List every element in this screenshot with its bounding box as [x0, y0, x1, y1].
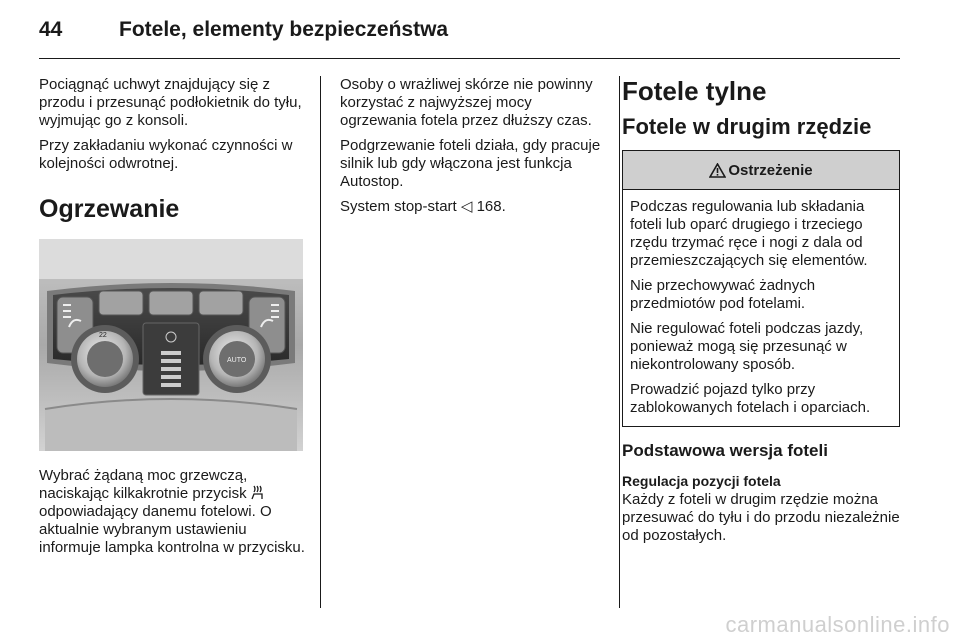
watermark: carmanualsonline.info [725, 612, 950, 637]
section-heading-rear-seats: Fotele tylne [622, 76, 767, 106]
heating-text-part2: odpowiadający danemu fotelowi. O aktualnie wybranym ustawieniu informuje lampka kontrolna w przycisku. [39, 503, 305, 556]
paragraph-heating-conditions: Podgrzewanie foteli działa, gdy pracuje silnik lub gdy włączona jest funkcja Autostop. [340, 137, 601, 190]
subheading-seat-position: Regulacja pozycji fotela [622, 473, 781, 489]
column-divider-1 [320, 76, 321, 608]
warning-body [623, 190, 899, 426]
stop-start-text: System stop-start [340, 198, 457, 215]
warning-paragraph-3: Nie regulować foteli podczas jazdy, ponieważ mogą się przesunąć w niekontrolowany sposób. [630, 320, 864, 373]
page-header [39, 18, 448, 42]
heating-text-part1: Wybrać żądaną moc grzewczą, naciskając kilkakrotnie przycisk [39, 467, 248, 502]
column-1 [39, 76, 305, 564]
column-divider-2 [619, 76, 620, 608]
section-heading-second-row: Fotele w drugim rzędzie [622, 114, 872, 139]
paragraph-sensitive-skin: Osoby o wrażliwej skórze nie powinny korzystać z najwyższej mocy ogrzewania fotela przez dłuższy czas. [340, 76, 593, 129]
header-rule [39, 58, 900, 59]
paragraph-seat-adjust: Każdy z foteli w drugim rzędzie można przesuwać do tyłu i do przodu niezależnie od pozostałych. [622, 491, 900, 544]
seat-heat-icon [251, 485, 264, 500]
warning-paragraph-4: Prowadzić pojazd tylko przy zablokowanych fotelach i oparciach. [630, 381, 871, 416]
right-dial-label: AUTO [227, 357, 247, 364]
warning-triangle-icon [709, 163, 726, 178]
column-2 [340, 76, 610, 223]
page-title: Fotele, elementy bezpieczeństwa [119, 18, 449, 41]
warning-title: Ostrzeżenie [728, 161, 813, 179]
warning-paragraph-2: Nie przechowywać żadnych przedmiotów pod fotelami. [630, 277, 816, 312]
section-heading-basic-version: Podstawowa wersja foteli [622, 441, 828, 460]
paragraph-heating-instructions [39, 467, 305, 557]
left-dial-label: 22 [99, 332, 107, 339]
section-heading-heating: Ogrzewanie [39, 195, 180, 223]
paragraph-stop-start-reference [340, 198, 610, 216]
paragraph-armrest-install: Przy zakładaniu wykonać czynności w kolejności odwrotnej. [39, 137, 293, 172]
warning-paragraph-1: Podczas regulowania lub składania foteli lub oparć drugiego i trzeciego rzędu trzymać ręce i nogi z dala od przemieszczających się elementów. [630, 198, 868, 269]
page-reference-arrow-icon: ◁ [460, 198, 473, 215]
warning-header [623, 151, 899, 190]
column-3 [622, 76, 902, 552]
warning-box [622, 150, 900, 427]
page-number: 44 [39, 18, 63, 41]
paragraph-armrest-remove: Pociągnąć uchwyt znajdujący się z przodu i przesunąć podłokietnik do tyłu, wyjmując go z konsoli. [39, 76, 302, 129]
climate-control-photo [39, 239, 303, 451]
page-reference-link[interactable]: 168. [476, 198, 506, 215]
